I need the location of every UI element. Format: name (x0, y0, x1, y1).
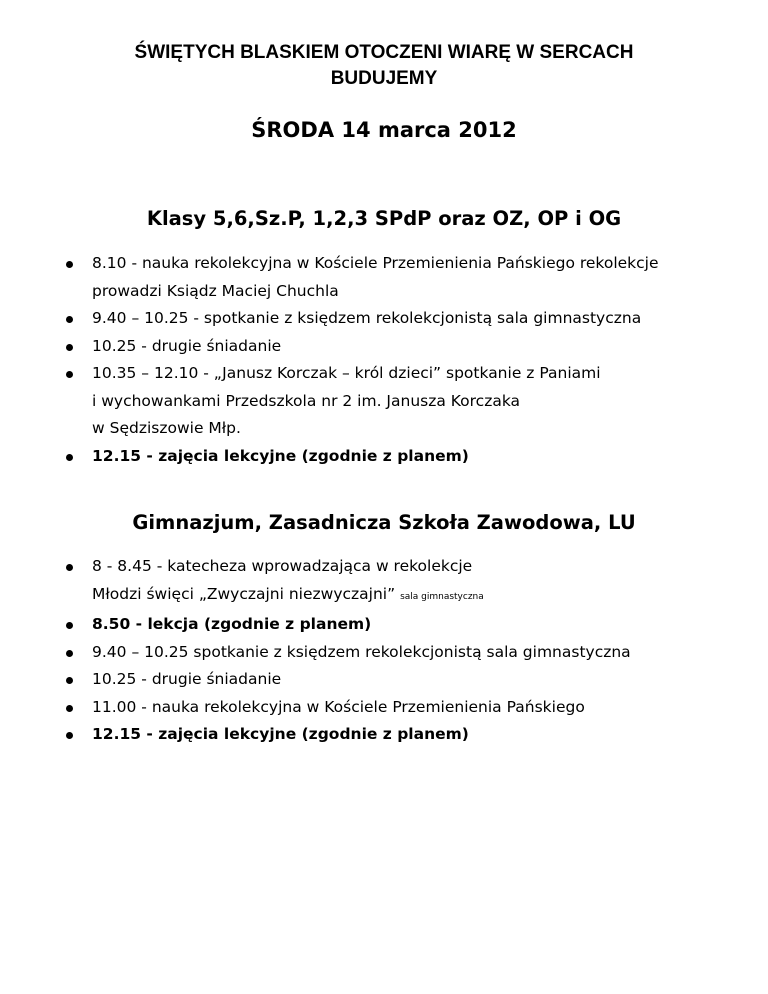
list-item (64, 553, 744, 611)
list-item-line: 8.10 - nauka rekolekcyjna w Kościele Przemienienia Pańskiego rekolekcje (92, 254, 659, 272)
bullet-icon (66, 622, 73, 629)
list-item (64, 443, 744, 471)
list-item (64, 666, 744, 694)
header-line-2: BUDUJEMY (330, 68, 438, 89)
bullet-icon (66, 564, 73, 571)
bullet-icon (66, 344, 73, 351)
list-item-line: 12.15 - zajęcia lekcyjne (zgodnie z planem) (92, 446, 469, 465)
list-item (64, 360, 744, 443)
bullet-icon (66, 732, 73, 739)
document-header (60, 40, 708, 92)
list-item-line: 9.40 – 10.25 - spotkanie z księdzem rekolekcjonistą sala gimnastyczna (92, 309, 642, 327)
date-heading: ŚRODA 14 marca 2012 (251, 118, 517, 142)
list-item-line: w Sędziszowie Młp. (92, 419, 241, 437)
list-item-line: 9.40 – 10.25 spotkanie z księdzem rekolekcjonistą sala gimnastyczna (92, 642, 631, 661)
header-line-1: ŚWIĘTYCH BLASKIEM OTOCZENI WIARĘ W SERCACH (134, 42, 634, 63)
list-item (64, 333, 744, 361)
bullet-icon (66, 677, 73, 684)
section-2-list (64, 553, 744, 749)
list-item-line: 8.50 - lekcja (zgodnie z planem) (92, 615, 372, 633)
list-item-line: 12.15 - zajęcia lekcyjne (zgodnie z planem) (92, 725, 469, 743)
list-item-line: 10.35 – 12.10 - „Janusz Korczak – król dzieci” spotkanie z Paniami (92, 364, 601, 382)
list-item-text: Młodzi święci „Zwyczajni niezwyczajni” (92, 584, 396, 603)
list-item-line (92, 581, 744, 612)
list-item (64, 611, 744, 639)
bullet-icon (66, 371, 73, 378)
list-item-line: 10.25 - drugie śniadanie (92, 670, 282, 688)
bullet-icon (66, 316, 73, 323)
list-item (64, 694, 744, 722)
bullet-icon (66, 261, 73, 268)
list-item-line: 10.25 - drugie śniadanie (92, 336, 282, 355)
bullet-icon (66, 454, 73, 461)
list-item-line: 8 - 8.45 - katecheza wprowadzająca w rekolekcje (92, 557, 473, 575)
list-item (64, 305, 744, 333)
bullet-icon (66, 650, 73, 657)
list-item-line: prowadzi Ksiądz Maciej Chuchla (92, 281, 339, 300)
bullet-icon (66, 705, 73, 712)
list-item (64, 639, 744, 667)
section-2-title: Gimnazjum, Zasadnicza Szkoła Zawodowa, LU (132, 511, 636, 534)
list-item (64, 721, 744, 749)
list-item-line: 11.00 - nauka rekolekcyjna w Kościele Przemienienia Pańskiego (92, 697, 585, 716)
section-1-title: Klasy 5,6,Sz.P, 1,2,3 SPdP oraz OZ, OP i OG (146, 207, 622, 230)
list-item (64, 250, 744, 305)
list-item-line: i wychowankami Przedszkola nr 2 im. Janusza Korczaka (92, 391, 521, 410)
section-1-list (64, 250, 744, 470)
list-item-small-note: sala gimnastyczna (400, 591, 484, 602)
